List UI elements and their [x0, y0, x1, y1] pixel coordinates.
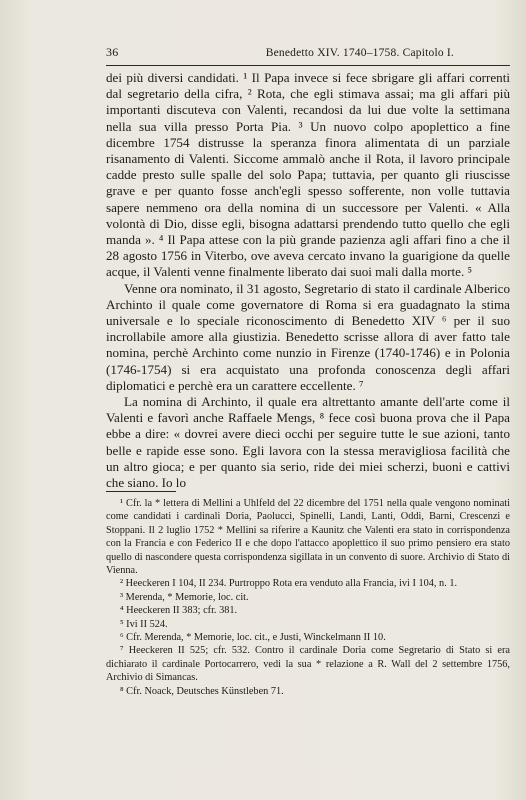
main-text [106, 70, 510, 491]
footnote: ⁷ Heeckeren II 525; cfr. 532. Contro il cardinale Doria come Segretario di Stato si era dichiarato il cardinale Portocarrero, vedi la sua * relazione a R. Wall del 2 settembre 1756, Archivio di Simancas. [106, 645, 510, 684]
paragraph: La nomina di Archinto, il quale era altrettanto amante dell'arte come il Valenti e favorì anche Raffaele Mengs, ⁸ fece così buona prova che il Papa ebbe a dire: « dovrei avere dieci occhi per seguire tutte le sue azioni, tanto belle e rapide esse sono. Egli lavora con la stessa meravigliosa facilità che un altro gioca; e per quanto sia serio, ride dei miei scherzi, buoni e cattivi che siano. Io lo [106, 394, 510, 491]
footnote: ⁸ Cfr. Noack, Deutsches Künstleben 71. [120, 685, 284, 697]
header-rule [106, 65, 510, 66]
footnote-rule [106, 491, 176, 492]
footnote: ² Heeckeren I 104, II 234. Purtroppo Rota era venduto alla Francia, ivi I 104, n. 1. [120, 578, 458, 590]
running-title: Benedetto XIV. 1740–1758. Capitolo I. [265, 47, 454, 59]
footnote: ⁴ Heeckeren II 383; cfr. 381. [120, 605, 238, 617]
footnote: ⁵ Ivi II 524. [120, 618, 168, 630]
footnote: ³ Merenda, * Memorie, loc. cit. [120, 591, 249, 603]
footnotes [106, 497, 510, 698]
footnote: ⁶ Cfr. Merenda, * Memorie, loc. cit., e Justi, Winckelmann II 10. [120, 632, 386, 644]
paragraph: dei più diversi candidati. ¹ Il Papa invece si fece sbrigare gli affari correnti dal segretario della cifra, ² Rota, che egli stimava assai; ma gli affari più importanti discuteva con Valenti, recandosi da lui due volte la settimana nella sua villa presso Porta Pia. ³ Un nuovo colpo apoplettico a fine dicembre 1754 distrusse la speranza finora alimentata di un parziale risanamento di Valenti. Siccome ammalò anche il Rota, il lavoro principale cadde presto sulle spalle del solo Papa; tuttavia, per quanto gli riuscisse grave e per quanto fosse anch'egli spesso sofferente, non volle tuttavia sapere nemmeno ora della nomina di un successore per Valenti. « Alla volontà di Dio, disse egli, bisogna adattarsi prendendo tutto quello che egli manda ». ⁴ Il Papa attese con la più grande pazienza agli affari fino a che il 28 agosto 1756 in Viterbo, ove aveva cercato invano la guarigione da quelle acque, il Valenti venne finalmente liberato dai suoi mali dalla morte. ⁵ [106, 70, 510, 280]
footnote: ¹ Cfr. la * lettera di Mellini a Uhlfeld del 22 dicembre del 1751 nella quale vengono nominati come candidati i cardinali Doria, Paolucci, Spinelli, Landi, Lanti, Oddi, Barni, Crescenzi e Stoppani. Il 2 luglio 1752 * Mellini sa riferire a Kaunitz che Valenti era stato in corrispondenza con la Francia e con Federico II e che dopo l'attacco apoplettico il suo primo pensiero era stato quello di nascondere questa corrispondenza sigillata in un convento di suore. Archivio di Stato di Vienna. [106, 498, 510, 577]
page-header [106, 45, 510, 60]
page-number: 36 [106, 45, 119, 59]
paragraph: Venne ora nominato, il 31 agosto, Segretario di stato il cardinale Alberico Archinto il quale come governatore di Roma si era guadagnato la stima universale e lo speciale riconoscimento di Benedetto XIV ⁶ per il suo incrollabile amore alla giustizia. Benedetto scrisse allora di aver fatto tale nomina, perchè Archinto come nunzio in Firenze (1740-1746) e in Polonia (1746-1754) si era acquistato una profonda conoscenza degli affari diplomatici e perchè era un carattere eccellente. ⁷ [106, 280, 510, 393]
